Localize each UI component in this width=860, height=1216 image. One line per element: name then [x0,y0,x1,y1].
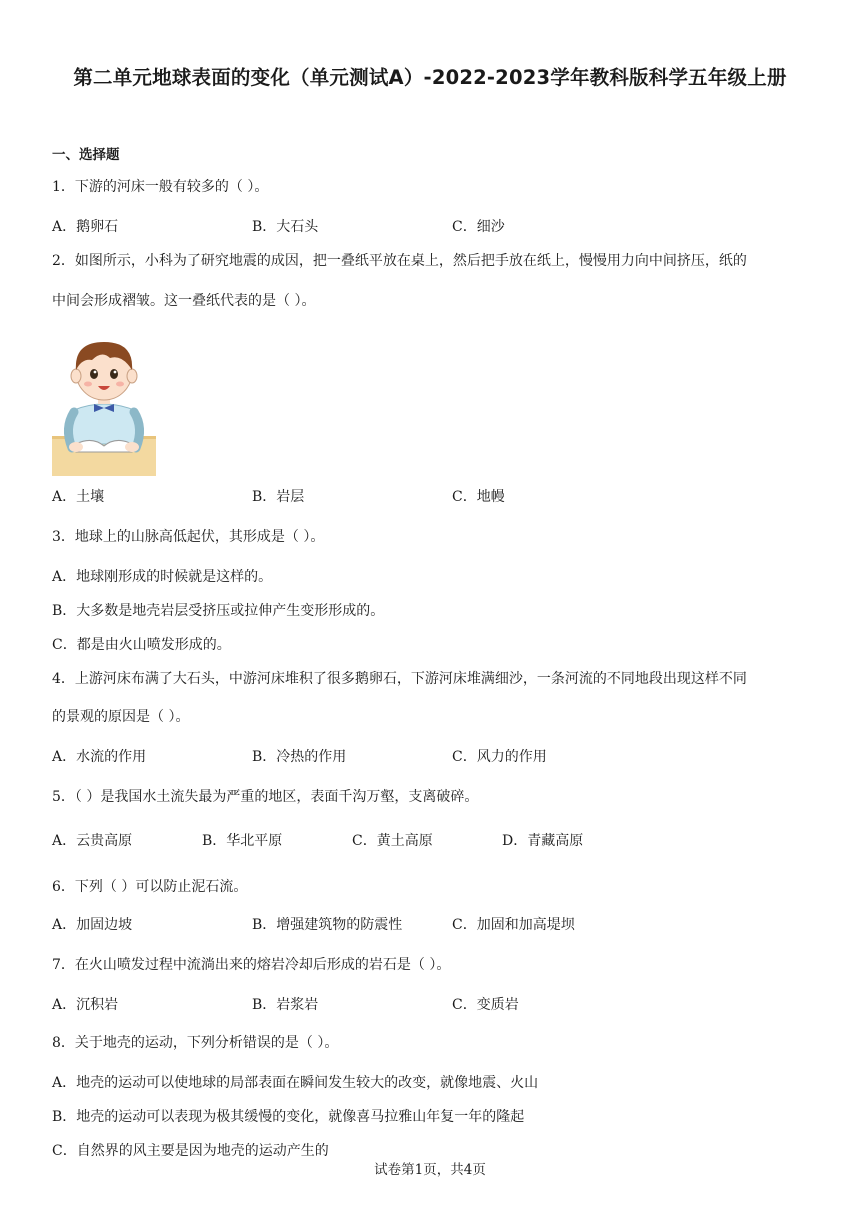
question-7-option-c: C．变质岩 [452,997,519,1013]
question-8-option-a: A．地壳的运动可以使地球的局部表面在瞬间发生较大的改变，就像地震、火山 [52,1075,539,1091]
question-1-option-c: C．细沙 [452,219,505,235]
question-1-option-a: A．鹅卵石 [52,219,119,235]
question-6-option-c: C．加固和加高堤坝 [452,917,575,933]
question-4-option-b: B．冷热的作用 [252,749,347,765]
question-1-option-b: B．大石头 [252,219,319,235]
question-1-stem: 1．下游的河床一般有较多的（ ）。 [52,179,269,195]
question-2-option-c: C．地幔 [452,489,505,505]
question-6-option-b: B．增强建筑物的防震性 [252,917,403,933]
question-4-option-c: C．风力的作用 [452,749,547,765]
question-8-option-b: B．地壳的运动可以表现为极其缓慢的变化，就像喜马拉雅山年复一年的隆起 [52,1109,525,1125]
page-title: 第二单元地球表面的变化（单元测试A）-2022-2023学年教科版科学五年级上册 [73,66,787,89]
question-4-option-a: A．水流的作用 [52,749,147,765]
question-5-option-a: A．云贵高原 [52,833,133,849]
question-5-option-d: D．青藏高原 [502,833,584,849]
question-5-option-c: C．黄土高原 [352,833,433,849]
question-4-stem-line-2: 的景观的原因是（ ）。 [52,709,190,725]
question-8-stem: 8．关于地壳的运动，下列分析错误的是（ ）。 [52,1035,339,1051]
question-7-option-a: A．沉积岩 [52,997,119,1013]
question-3-option-a: A．地球刚形成的时候就是这样的。 [52,569,273,585]
question-7-stem: 7．在火山喷发过程中流淌出来的熔岩冷却后形成的岩石是（ ）。 [52,957,451,973]
question-4-stem-line-1: 4．上游河床布满了大石头，中游河床堆积了很多鹅卵石，下游河床堆满细沙，一条河流的不同地段出现这样不同 [52,671,747,687]
page-footer: 试卷第1页，共4页 [374,1162,486,1178]
question-2-stem-line-1: 2．如图所示，小科为了研究地震的成因，把一叠纸平放在桌上，然后把手放在纸上，慢慢用力向中间挤压，纸的 [52,253,747,269]
section-heading: 一、选择题 [52,147,120,163]
boy-pressing-paper-illustration [52,332,156,476]
question-6-stem: 6．下列（ ）可以防止泥石流。 [52,879,248,895]
question-7-option-b: B．岩浆岩 [252,997,319,1013]
question-3-option-c: C．都是由火山喷发形成的。 [52,637,231,653]
question-2-stem-line-2: 中间会形成褶皱。这一叠纸代表的是（ ）。 [52,293,316,309]
question-2-option-b: B．岩层 [252,489,305,505]
question-5-option-b: B．华北平原 [202,833,283,849]
question-6-option-a: A．加固边坡 [52,917,133,933]
question-8-option-c: C．自然界的风主要是因为地壳的运动产生的 [52,1143,329,1159]
question-5-stem: 5．（ ）是我国水土流失最为严重的地区，表面千沟万壑，支离破碎。 [52,789,479,805]
question-3-option-b: B．大多数是地壳岩层受挤压或拉伸产生变形形成的。 [52,603,385,619]
question-2-option-a: A．土壤 [52,489,105,505]
question-3-stem: 3．地球上的山脉高低起伏，其形成是（ ）。 [52,529,325,545]
